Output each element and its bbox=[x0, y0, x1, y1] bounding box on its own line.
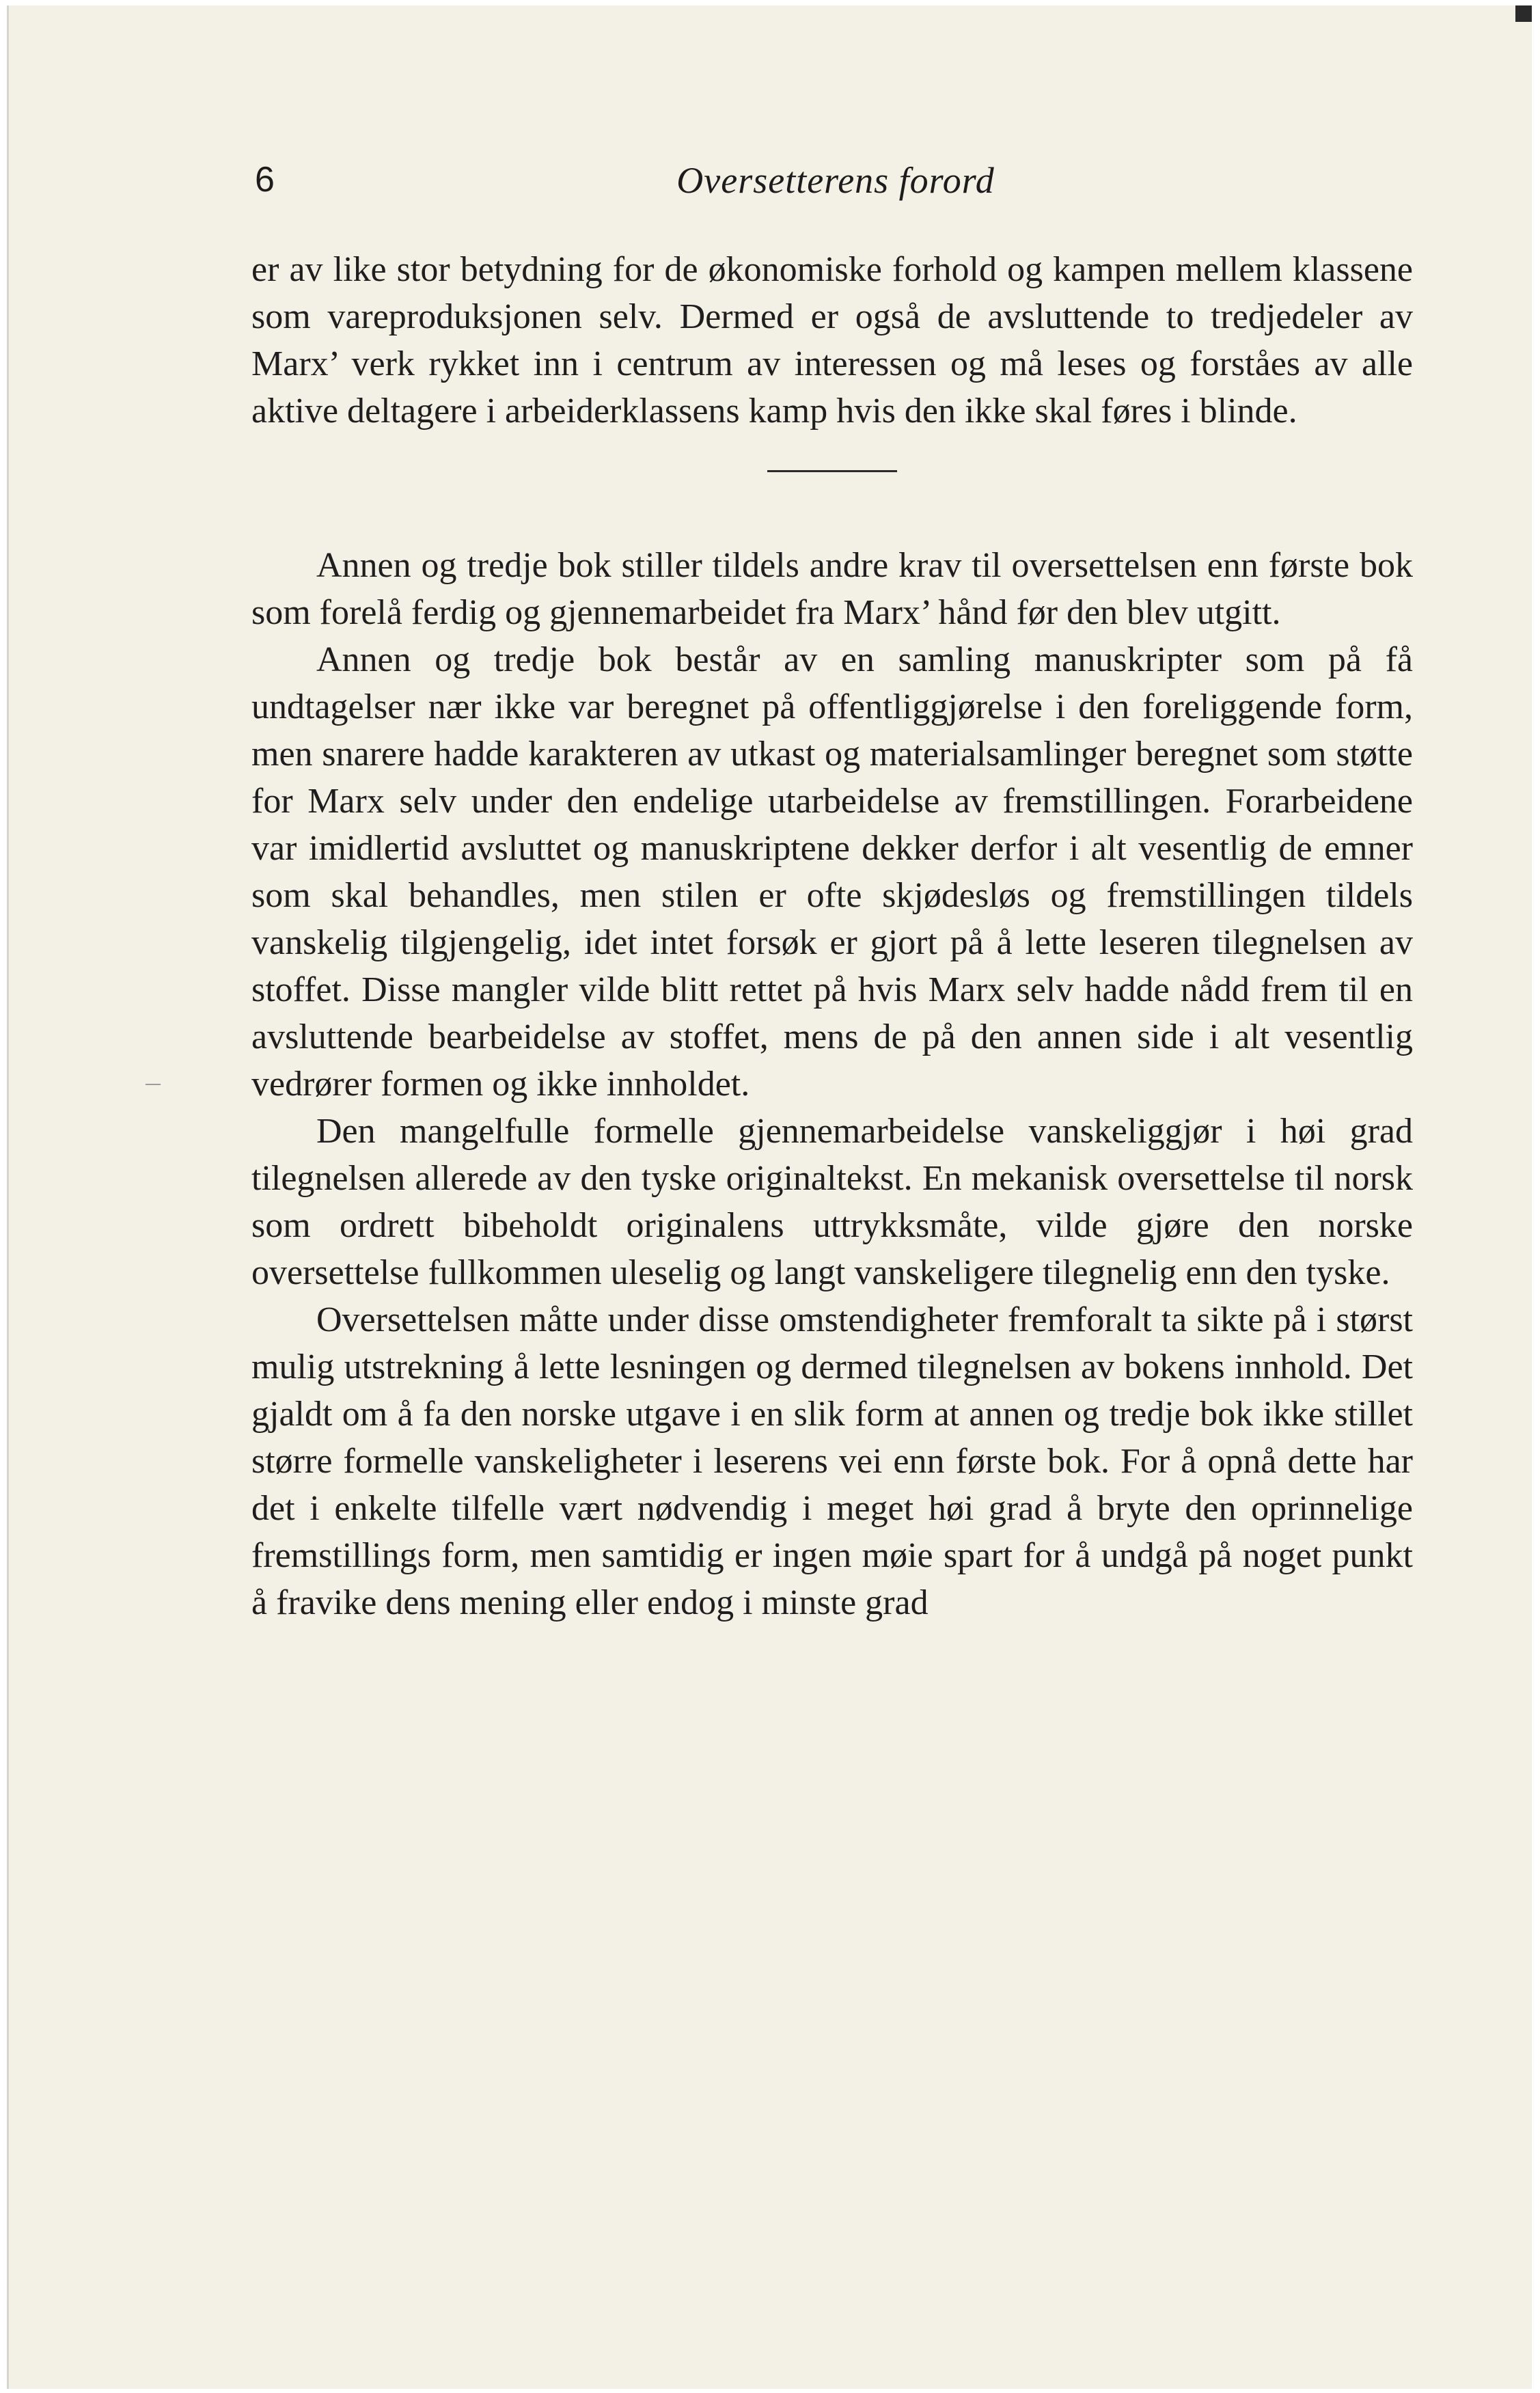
margin-mark bbox=[146, 1084, 161, 1085]
paragraph: Den mangelfulle formelle gjennemarbeidelse vanskeliggjør i høi grad tilegnelsen allerede av den tyske originaltekst. En mekanisk oversettelse til norsk som ordrett bibeholdt originalens uttrykksmåte, vilde gjøre den norske oversettelse fullkommen uleselig og langt vanskeligere tilegnelig enn den tyske. bbox=[251, 1112, 1413, 1292]
body-text bbox=[251, 246, 1413, 1626]
book-page bbox=[7, 5, 1532, 2389]
scan-corner-shadow bbox=[1515, 5, 1532, 22]
paragraph: Oversettelsen måtte under disse omstendigheter fremforalt ta sikte på i størst mulig utstrekning å lette lesningen og dermed tilegnelsen av bokens innhold. Det gjaldt om å fa den norske utgave i en slik form at annen og tredje bok ikke stillet større formelle vanskeligheter i leserens vei enn første bok. For å opnå dette har det i enkelte tilfelle vært nødvendig i meget høi grad å bryte den oprinnelige fremstillings form, men samtidig er ingen møie spart for å undgå på noget punkt å fravike dens mening eller endog i minste grad bbox=[251, 1300, 1413, 1622]
running-title: Oversetterens forord bbox=[676, 160, 995, 201]
paragraph: Annen og tredje bok består av en samling manuskripter som på få undtagelser nær ikke var beregnet på offentliggjørelse i den foreliggende form, men snarere hadde karakteren av utkast og materialsamlinger beregnet som støtte for Marx selv under den endelige utarbeidelse av fremstillingen. Forarbeidene var imidlertid avsluttet og manuskriptene dekker derfor i alt vesentlig de emner som skal behandles, men stilen er ofte skjødesløs og fremstillingen tildels vanskelig tilgjengelig, idet intet forsøk er gjort på å lette leseren tilegnelsen av stoffet. Disse mangler vilde blitt rettet på hvis Marx selv hadde nådd frem til en avsluttende bearbeidelse av stoffet, mens de på den annen side i alt vesentlig vedrører formen og ikke innholdet. bbox=[251, 640, 1413, 1104]
paragraph-continued: er av like stor betydning for de økonomiske forhold og kampen mellem klassene som vareproduksjonen selv. Dermed er også de avsluttende to tredjedeler av Marx’ verk rykket inn i centrum av interessen og må leses og forståes av alle aktive deltagere i arbeiderklassens kamp hvis den ikke skal føres i blinde. bbox=[251, 250, 1413, 430]
page-header bbox=[255, 159, 1416, 207]
section-divider bbox=[767, 470, 897, 472]
paragraph: Annen og tredje bok stiller tildels andre krav til oversettelsen enn første bok som forelå ferdig og gjennemarbeidet fra Marx’ hånd før den blev utgitt. bbox=[251, 546, 1413, 632]
page-number: 6 bbox=[255, 160, 275, 200]
